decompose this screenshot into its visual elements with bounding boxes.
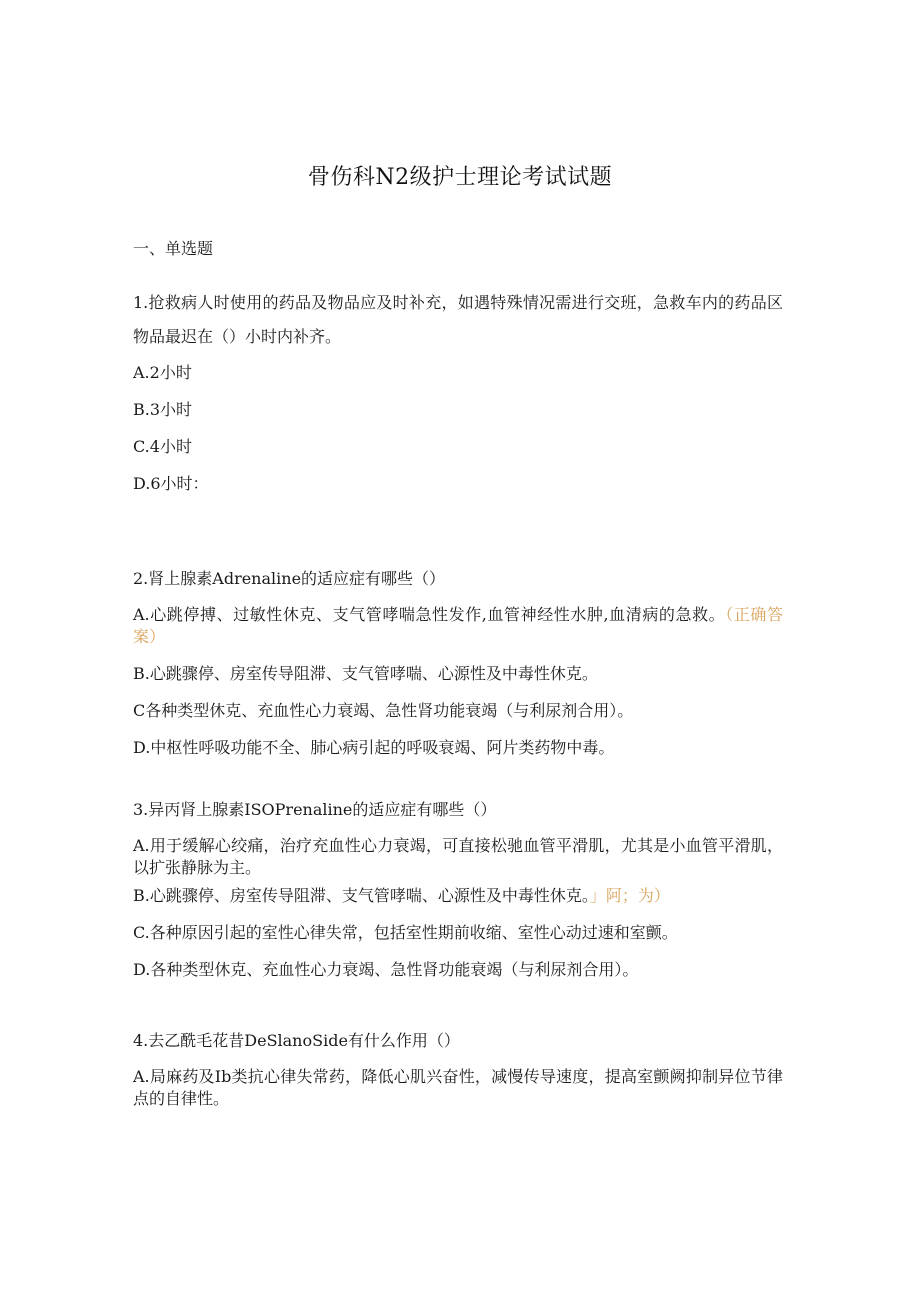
option-text: A.局麻药及Ib类抗心律失常药，降低心肌兴奋性，减慢传导速度，提高室颤阙抑制异位节律点的自律性。 (133, 1067, 783, 1108)
page-title: 骨伤科N2级护士理论考试试题 (307, 165, 613, 190)
option-text: B.3小时 (133, 400, 193, 419)
question-stem: 3.异丙肾上腺素ISOPrenaline的适应症有哪些（） (133, 800, 497, 819)
option-text: A.用于缓解心绞痛，治疗充血性心力衰竭，可直接松驰血管平滑肌，尤其是小血管平滑肌，以扩张静脉为主。 (133, 836, 783, 877)
option-text: A.心跳停搏、过敏性休克、支气管哮喘急性发作,血管神经性水肿,血清病的急救。 (133, 605, 726, 624)
option-text: B.心跳骤停、房室传导阻滞、支气管哮喘、心源性及中毒性休克。 (133, 886, 590, 905)
question-3 (133, 793, 783, 996)
option-c (133, 700, 783, 722)
option-text: D.6小时： (133, 474, 209, 493)
option-text: C.4小时 (133, 437, 192, 456)
answer-mark: 」阿；为） (589, 886, 670, 905)
question-2 (133, 562, 783, 774)
option-text: B.心跳骤停、房室传导阻滞、支气管哮喘、心源性及中毒性休克。 (133, 664, 598, 683)
option-d (133, 737, 783, 759)
option-b (133, 399, 783, 421)
option-c (133, 436, 783, 458)
option-a (133, 1066, 783, 1110)
question-1 (133, 286, 783, 510)
option-b (133, 663, 783, 685)
option-text: D.中枢性呼吸功能不全、肺心病引起的呼吸衰竭、阿片类药物中毒。 (133, 738, 615, 757)
section-heading: 一、单选题 (133, 239, 214, 258)
question-stem: 4.去乙酰毛花昔DeSlanoSide有什么作用（） (133, 1031, 460, 1050)
option-a (133, 362, 783, 384)
option-text: D.各种类型休克、充血性心力衰竭、急性肾功能衰竭（与利尿剂合用）。 (133, 960, 639, 979)
option-text: C各种类型休克、充血性心力衰竭、急性肾功能衰竭（与利尿剂合用）。 (133, 701, 634, 720)
question-stem: 2.肾上腺素Adrenaline的适应症有哪些（） (133, 569, 446, 588)
option-text: C.各种原因引起的室性心律失常，包括室性期前收缩、室性心动过速和室颤。 (133, 923, 678, 942)
option-a (133, 835, 783, 879)
option-d (133, 473, 783, 495)
correct-answer-mark: （正确答案） (133, 605, 783, 646)
question-4 (133, 1024, 783, 1125)
option-a (133, 604, 783, 648)
question-stem: 1.抢救病人时使用的药品及物品应及时补充，如遇特殊情况需进行交班，急救车内的药品区物品最迟在（）小时内补齐。 (133, 293, 783, 346)
option-b (133, 885, 783, 907)
option-c (133, 922, 783, 944)
option-d (133, 959, 783, 981)
option-text: A.2小时 (133, 363, 192, 382)
